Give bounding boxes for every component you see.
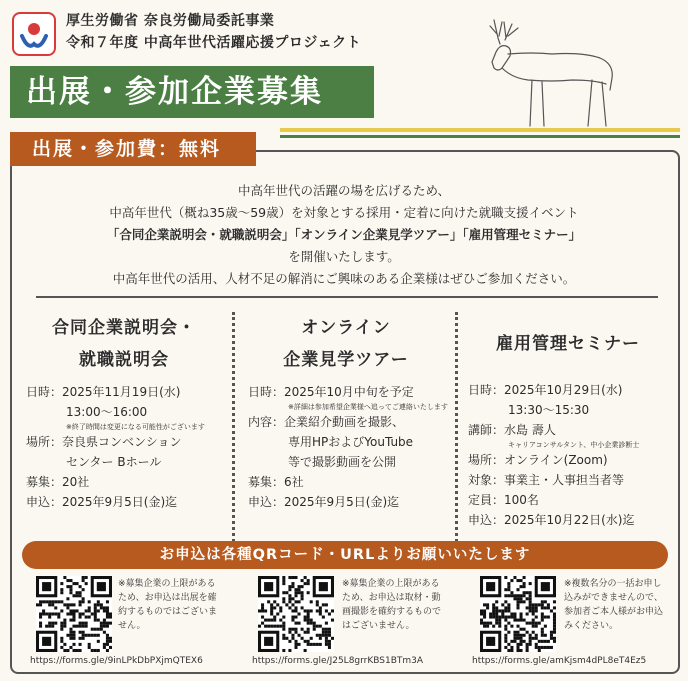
event-date: 日時：2025年11月19日(水)	[26, 385, 181, 399]
event-title: 合同企業説明会・ 就職説明会	[52, 318, 196, 370]
event-time: 13:30〜15:30	[508, 403, 590, 417]
event-place: 場所：奈良県コンベンション	[26, 435, 182, 449]
mhlw-logo-icon	[12, 12, 56, 56]
event-title: 雇用管理セミナー	[496, 334, 640, 354]
event-capacity: 定員：100名	[468, 493, 539, 507]
qr-code-icon[interactable]	[480, 576, 556, 652]
event-deadline: 申込：2025年9月5日(金)迄	[248, 495, 400, 509]
org-line-1: 厚生労働省 奈良労働局委託事業	[66, 13, 275, 29]
intro-text	[20, 180, 668, 290]
event-time: 13:00〜16:00	[66, 405, 148, 419]
event-online-tour	[248, 312, 448, 512]
decor-rule-green	[280, 135, 680, 138]
event-speaker-note: キャリアコンサルタント、中小企業診断士	[508, 441, 640, 449]
page-title: 出展・参加企業募集	[10, 66, 374, 118]
event-title: オンライン 企業見学ツアー	[283, 318, 409, 370]
event-place-cont: センター Bホール	[66, 455, 162, 469]
fee-badge: 出展・参加費：無料	[10, 132, 256, 166]
event-recruit: 募集：6社	[248, 475, 304, 489]
intro-event-names: 「合同企業説明会・就職説明会」「オンライン企業見学ツアー」「雇用管理セミナー」	[106, 227, 582, 242]
event-deadline: 申込：2025年10月22日(水)迄	[468, 513, 635, 527]
intro-line: を開催いたします。	[288, 249, 400, 264]
qr-code-icon[interactable]	[258, 576, 334, 652]
apply-note: ※募集企業の上限があるため、お申込は出展を確約するものではございません。	[118, 579, 218, 631]
divider	[36, 296, 658, 298]
deer-illustration-icon	[472, 18, 632, 128]
intro-line: 中高年世代の活躍の場を広げるため、	[237, 183, 450, 198]
event-time-note: ※終了時間は変更になる可能性がございます	[66, 423, 205, 431]
event-seminar	[468, 312, 668, 530]
event-deadline: 申込：2025年9月5日(金)迄	[26, 495, 178, 509]
event-content: 内容：企業紹介動画を撮影、	[248, 415, 405, 429]
event-target: 対象：事業主・人事担当者等	[468, 473, 625, 487]
event-date: 日時：2025年10月29日(水)	[468, 383, 623, 397]
event-content-cont: 専用HPおよびYouTube	[288, 435, 414, 449]
column-divider	[455, 312, 458, 542]
org-line-2: 令和７年度 中高年世代活躍応援プロジェクト	[66, 35, 362, 51]
apply-note: ※募集企業の上限があるため、お申込は取材・動画撮影を確約するものではございません。	[342, 579, 442, 631]
decor-rule-yellow	[280, 128, 680, 132]
event-speaker: 講師：水島 壽人	[468, 423, 556, 437]
qr-code-icon[interactable]	[36, 576, 112, 652]
intro-line: 中高年世代の活用、人材不足の解消にご興味のある企業様はぜひご参加ください。	[112, 271, 576, 286]
event-job-fair	[26, 312, 222, 512]
event-place: 場所：オンライン(Zoom)	[468, 453, 608, 467]
apply-url-link[interactable]: https://forms.gle/J25L8grrKBS1BTm3A	[252, 656, 424, 666]
event-content-cont: 等で撮影動画を公開	[288, 455, 397, 469]
intro-line: 中高年世代（概ね35歳〜59歳）を対象とする採用・定着に向けた就職支援イベント	[109, 205, 579, 220]
apply-url-link[interactable]: https://forms.gle/amKjsm4dPL8eT4Ez5	[472, 656, 647, 666]
event-date-note: ※詳細は参加希望企業様へ追ってご連絡いたします	[288, 403, 448, 411]
apply-url-link[interactable]: https://forms.gle/9inLPkDbPXjmQTEX6	[30, 656, 203, 666]
apply-note: ※複数名分の一括お申し込みができませんので、参加者ご本人様がお申込みください。	[564, 579, 664, 631]
event-recruit: 募集：20社	[26, 475, 90, 489]
column-divider	[232, 312, 235, 542]
apply-banner: お申込は各種QRコード・URLよりお願いいたします	[22, 541, 668, 569]
event-date: 日時：2025年10月中旬を予定	[248, 385, 414, 399]
